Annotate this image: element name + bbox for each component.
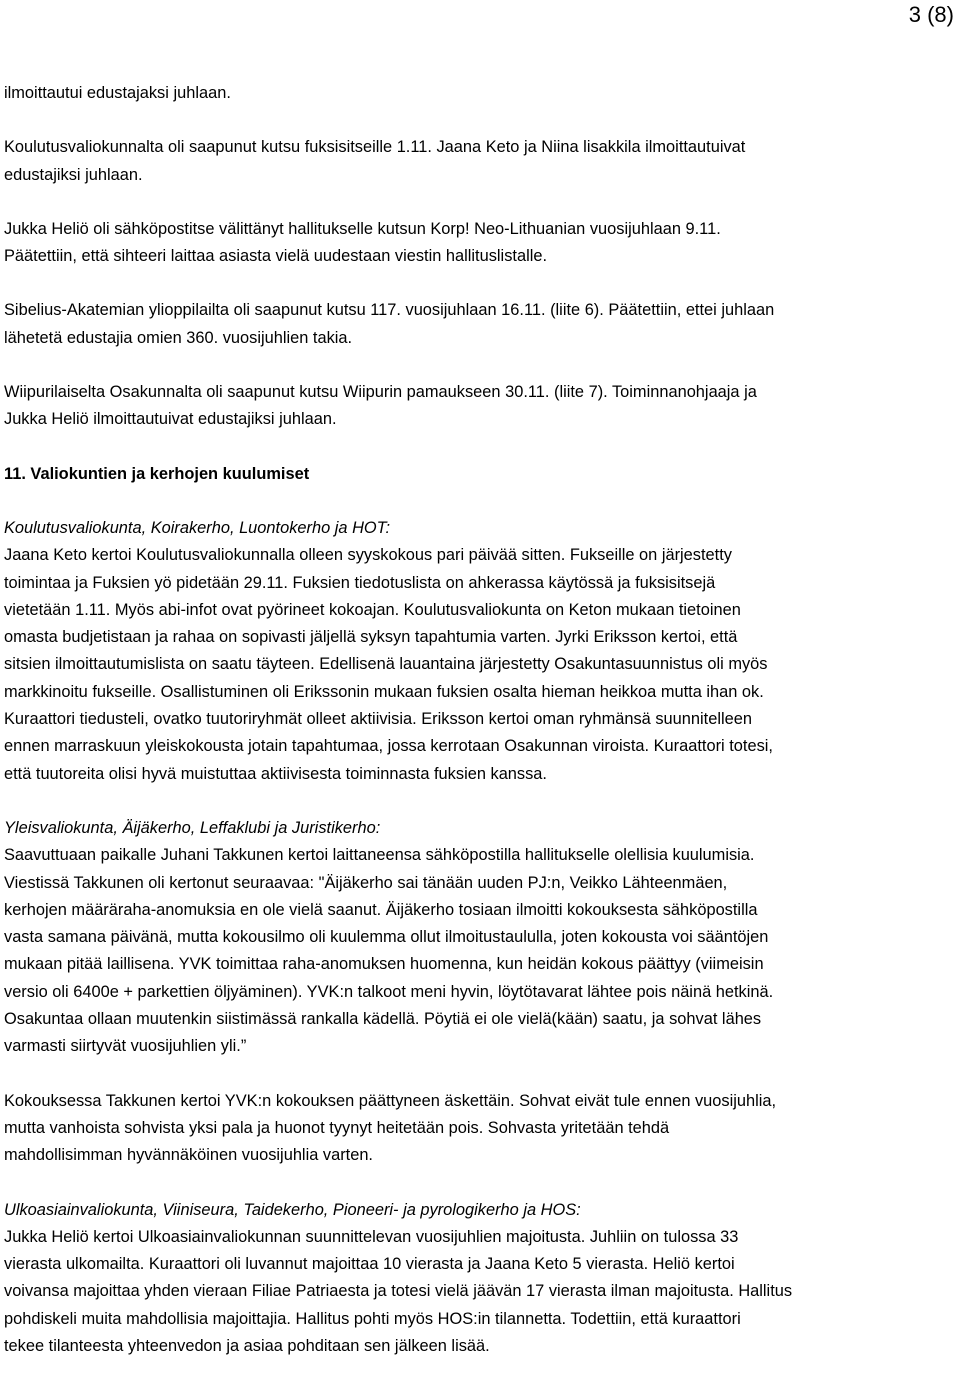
text-line: versio oli 6400e + parkettien öljyäminen). YVK:n talkoot meni hyvin, löytötavarat lähtee pois näinä hetkinä.	[4, 982, 774, 1001]
text-line: Sibelius-Akatemian ylioppilailta oli saapunut kutsu 117. vuosijuhlaan 16.11. (liite 6). Päätettiin, ettei juhlaan	[4, 301, 775, 320]
text-line: tekee tilanteesta yhteenvedon ja asiaa pohditaan sen jälkeen lisää.	[4, 1336, 490, 1355]
paragraph	[4, 134, 954, 189]
text-line: Kokouksessa Takkunen kertoi YVK:n kokouksen päättyneen äskettäin. Sohvat eivät tule ennen vuosijuhlia,	[4, 1091, 777, 1110]
text-line: Osakuntaa ollaan muutenkin siistimässä rankalla kädellä. Pöytiä ei ole vielä(kään) saatu, ja sohvat lähes	[4, 1010, 762, 1029]
section-heading: 11. Valiokuntien ja kerhojen kuulumiset	[4, 464, 310, 483]
paragraph	[4, 842, 954, 1060]
text-line: voivansa majoittaa yhden vieraan Filiae Patriaesta ja totesi vielä jäävän 17 vierasta ilman majoitusta. Hallitus	[4, 1282, 793, 1301]
subsection-koulutusvaliokunta	[4, 515, 954, 788]
text-line: vasta samana päivänä, mutta kokousilmo oli kuulemma ollut ilmoitustaululla, joten kokousta voi sääntöjen	[4, 928, 769, 947]
paragraph	[4, 1224, 954, 1360]
subsection-ulkoasiainvaliokunta	[4, 1197, 954, 1361]
text-line: Wiipurilaiselta Osakunnalta oli saapunut kutsu Wiipurin pamaukseen 30.11. (liite 7). Toiminnanohjaaja ja	[4, 383, 757, 402]
text-line: kerhojen määräraha-anomuksia en ole vielä saanut. Äijäkerho tosiaan ilmoitti kokouksesta sähköpostilla	[4, 900, 758, 919]
text-line: mutta vanhoista sohvista yksi pala ja huonot tyynyt heitetään pois. Sohvasta yritetään tehdä	[4, 1118, 670, 1137]
paragraph	[4, 80, 954, 107]
page-number: 3 (8)	[908, 2, 954, 27]
text-line: vietetään 1.11. Myös abi-infot ovat pyörineet kokoajan. Koulutusvaliokunta on Keton mukaan tietoinen	[4, 600, 741, 619]
paragraph	[4, 379, 954, 434]
text-line: mukaan pitää laillisena. YVK toimittaa raha-anomuksen huomenna, kun heidän kokous päättyy (viimeisin	[4, 955, 764, 974]
text-line: sitsien ilmoittautumislista on saatu täyteen. Edellisenä lauantaina järjestetty Osakuntasuunnistus oli myös	[4, 655, 768, 674]
paragraph	[4, 216, 954, 271]
subsection-title: Ulkoasiainvaliokunta, Viiniseura, Taidekerho, Pioneeri- ja pyrologikerho ja HOS:	[4, 1200, 581, 1219]
document-body	[4, 80, 954, 1387]
text-line: Kuraattori tiedusteli, ovatko tuutoriryhmät olleet aktiivisia. Eriksson kertoi oman ryhmänsä suunnitelleen	[4, 710, 752, 729]
text-line: Viestissä Takkunen oli kertonut seuraavaa: "Äijäkerho sai tänään uuden PJ:n, Veikko Lähteenmäen,	[4, 873, 728, 892]
text-line: mahdollisimman hyvännäköinen vuosijuhlia varten.	[4, 1146, 373, 1165]
paragraph	[4, 297, 954, 352]
intro-paragraphs	[4, 80, 954, 434]
text-line: toimintaa ja Fuksien yö pidetään 29.11. Fuksien tiedotuslista on ahkerassa käytössä ja fuksisitsejä	[4, 573, 716, 592]
text-line: pohdiskeli muita mahdollisia majoittajia. Hallitus pohti myös HOS:in tilannetta. Todettiin, että kuraattori	[4, 1309, 741, 1328]
text-line: Saavuttuaan paikalle Juhani Takkunen kertoi laittaneensa sähköpostilla hallitukselle olellisia kuulumisia.	[4, 846, 755, 865]
text-line: Jukka Heliö ilmoittautuivat edustajiksi juhlaan.	[4, 410, 337, 429]
text-line: varmasti siirtyvät vuosijuhlien yli.”	[4, 1037, 247, 1056]
subsection-title: Yleisvaliokunta, Äijäkerho, Leffaklubi ja Juristikerho:	[4, 818, 381, 837]
text-line: ennen marraskuun yleiskokousta jotain tapahtumaa, jossa kerrotaan Osakunnan viroista. Kuraattori totesi,	[4, 737, 773, 756]
paragraph	[4, 542, 954, 788]
text-line: että tuutoreita olisi hyvä muistuttaa aktiivisesta toiminnasta fuksien kanssa.	[4, 764, 547, 783]
text-line: Jukka Heliö kertoi Ulkoasiainvaliokunnan suunnittelevan vuosijuhlien majoitusta. Juhliin on tulossa 33	[4, 1227, 739, 1246]
text-line: lähetetä edustajia omien 360. vuosijuhlien takia.	[4, 328, 353, 347]
text-line: Koulutusvaliokunnalta oli saapunut kutsu fuksisitseille 1.11. Jaana Keto ja Niina lisakkila ilmoittautuivat	[4, 138, 746, 157]
subsection-yleisvaliokunta	[4, 815, 954, 1170]
text-line: omasta budjetistaan ja rahaa on sopivasti jäljellä syksyn tapahtumia varten. Jyrki Eriksson kertoi, että	[4, 628, 738, 647]
text-line: vierasta ulkomailta. Kuraattori oli luvannut majoittaa 10 vierasta ja Jaana Keto 5 vierasta. Heliö kertoi	[4, 1255, 735, 1274]
subsection-title: Koulutusvaliokunta, Koirakerho, Luontokerho ja HOT:	[4, 518, 391, 537]
text-line: Jukka Heliö oli sähköpostitse välittänyt hallitukselle kutsun Korp! Neo-Lithuanian vuosijuhlaan 9.11.	[4, 219, 721, 238]
text-line: markkinoitu fukseille. Osallistuminen oli Erikssonin mukaan fuksien osalta hieman heikkoa mutta ihan ok.	[4, 682, 764, 701]
text-line: edustajiksi juhlaan.	[4, 165, 143, 184]
text-line: ilmoittautui edustajaksi juhlaan.	[4, 84, 231, 102]
text-line: Päätettiin, että sihteeri laittaa asiasta vielä uudestaan viestin hallituslistalle.	[4, 247, 548, 266]
paragraph	[4, 1088, 954, 1170]
text-line: Jaana Keto kertoi Koulutusvaliokunnalla olleen syyskokous pari päivää sitten. Fukseille on järjestetty	[4, 546, 732, 565]
